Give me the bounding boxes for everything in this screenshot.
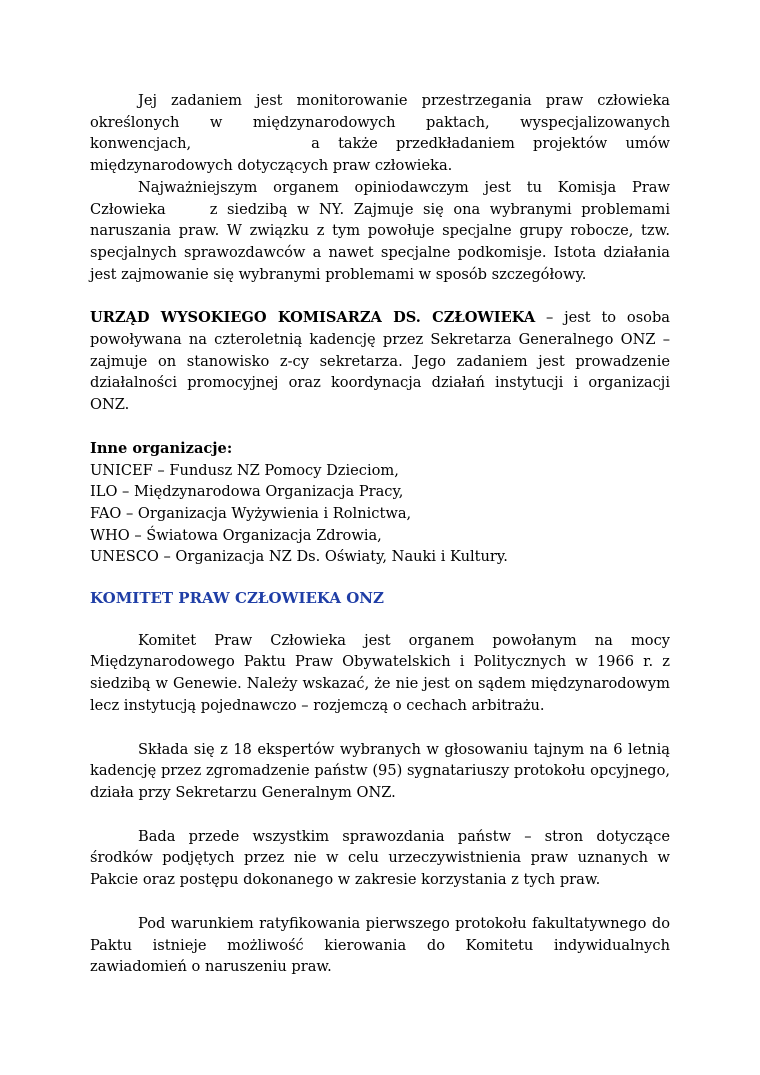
org-item: ILO – Międzynarodowa Organizacja Pracy,	[90, 483, 404, 501]
paragraph-high-commissioner	[90, 307, 670, 416]
paragraph-text: a także przedkładaniem projektów umów międzynarodowych dotyczących praw człowieka.	[90, 135, 670, 175]
paragraph-reports: Bada przede wszystkim sprawozdania państw – stron dotyczące środków podjętych przez nie w celu urzeczywistnienia praw uznanych w Pakcie oraz postępu dokonanego w zakresie korzystania z tych praw.	[90, 827, 670, 889]
other-orgs-heading: Inne organizacje:	[90, 439, 233, 457]
section-heading: KOMITET PRAW CZŁOWIEKA ONZ	[90, 589, 384, 608]
org-item: UNESCO – Organizacja NZ Ds. Oświaty, Nauki i Kultury.	[90, 548, 508, 566]
paragraph-text: z siedzibą w NY. Zajmuje się ona wybranymi problemami naruszania praw. W związku z tym powołuje specjalne grupy robocze, tzw. specjalnych sprawozdawców a nawet specjalne podkomisje. Istota działania jest zajmowanie się wybranymi problemami w sposób szczegółowy.	[90, 200, 670, 283]
paragraph-text: Najważniejszym organem opiniodawczym jest tu Komisja Praw Człowieka	[90, 178, 670, 218]
paragraph-protocol: Pod warunkiem ratyfikowania pierwszego protokołu fakultatywnego do Paktu istnieje możliwość kierowania do Komitetu indywidualnych zawiadomień o naruszeniu praw.	[90, 914, 670, 976]
high-commissioner-title: URZĄD WYSOKIEGO KOMISARZA DS. CZŁOWIEKA	[90, 309, 536, 327]
org-item: WHO – Światowa Organizacja Zdrowia,	[90, 526, 382, 544]
paragraph-commission	[90, 177, 670, 286]
paragraph-text: Jej zadaniem jest monitorowanie przestrzegania praw człowieka określonych w międzynarodowych paktach, wyspecjalizowanych konwencjach,	[90, 92, 670, 153]
paragraph-monitoring	[90, 90, 670, 177]
org-item: UNICEF – Fundusz NZ Pomocy Dzieciom,	[90, 461, 399, 479]
paragraph-committee: Komitet Praw Człowieka jest organem powołanym na mocy Międzynarodowego Paktu Praw Obywatelskich i Politycznych w 1966 r. z siedzibą w Genewie. Należy wskazać, że nie jest on sądem międzynarodowym lecz instytucją pojednawczo – rozjemczą o cechach arbitrażu.	[90, 631, 670, 714]
document-page	[90, 90, 670, 978]
paragraph-composition: Składa się z 18 ekspertów wybranych w głosowaniu tajnym na 6 letnią kadencję przez zgromadzenie państw (95) sygnatariuszy protokołu opcyjnego, działa przy Sekretarzu Generalnym ONZ.	[90, 740, 670, 801]
paragraph-text: – jest to osoba powoływana na czteroletnią kadencję przez Sekretarza Generalnego ONZ – zajmuje on stanowisko z-cy sekretarza. Jego zadaniem jest prowadzenie działalności promocyjnej oraz koordynacja działań instytucji i organizacji ONZ.	[90, 309, 671, 414]
org-item: FAO – Organizacja Wyżywienia i Rolnictwa,	[90, 504, 412, 522]
